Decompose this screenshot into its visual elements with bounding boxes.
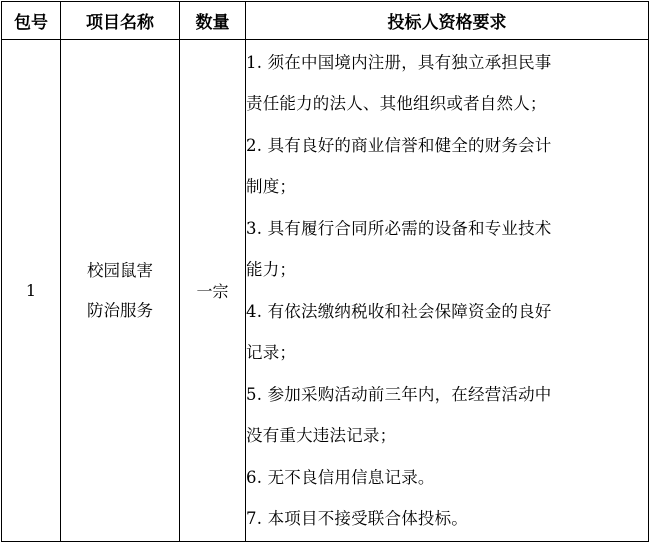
header-package-no: 包号	[2, 2, 61, 40]
requirement-line: 6. 无不良信用信息记录。	[246, 467, 435, 487]
requirement-line: 2. 具有良好的商业信誉和健全的财务会计	[246, 135, 552, 155]
requirement-line: 1. 须在中国境内注册，具有独立承担民事	[246, 52, 552, 72]
header-requirements: 投标人资格要求	[246, 2, 649, 40]
table-header-row	[2, 2, 649, 40]
requirement-line: 4. 有依法缴纳税收和社会保障资金的良好	[246, 301, 552, 321]
requirement-line: 记录；	[246, 343, 297, 362]
cell-project-name	[61, 40, 180, 542]
requirement-line: 没有重大违法记录；	[246, 426, 397, 445]
project-name-line: 防治服务	[87, 300, 153, 320]
qualification-table	[1, 1, 649, 542]
header-project-name: 项目名称	[61, 2, 180, 40]
cell-package-no: 1	[2, 40, 61, 542]
table-row	[2, 40, 649, 542]
requirement-line: 制度；	[246, 177, 297, 196]
cell-quantity: 一宗	[180, 40, 246, 542]
requirement-line: 能力；	[246, 260, 297, 279]
requirement-line: 责任能力的法人、其他组织或者自然人；	[246, 94, 547, 113]
cell-requirements	[246, 40, 649, 542]
requirement-line: 5. 参加采购活动前三年内，在经营活动中	[246, 384, 552, 404]
requirement-line: 3. 具有履行合同所必需的设备和专业技术	[246, 218, 552, 238]
requirement-line: 7. 本项目不接受联合体投标。	[246, 509, 468, 528]
header-quantity: 数量	[180, 2, 246, 40]
project-name-line: 校园鼠害	[87, 260, 153, 280]
